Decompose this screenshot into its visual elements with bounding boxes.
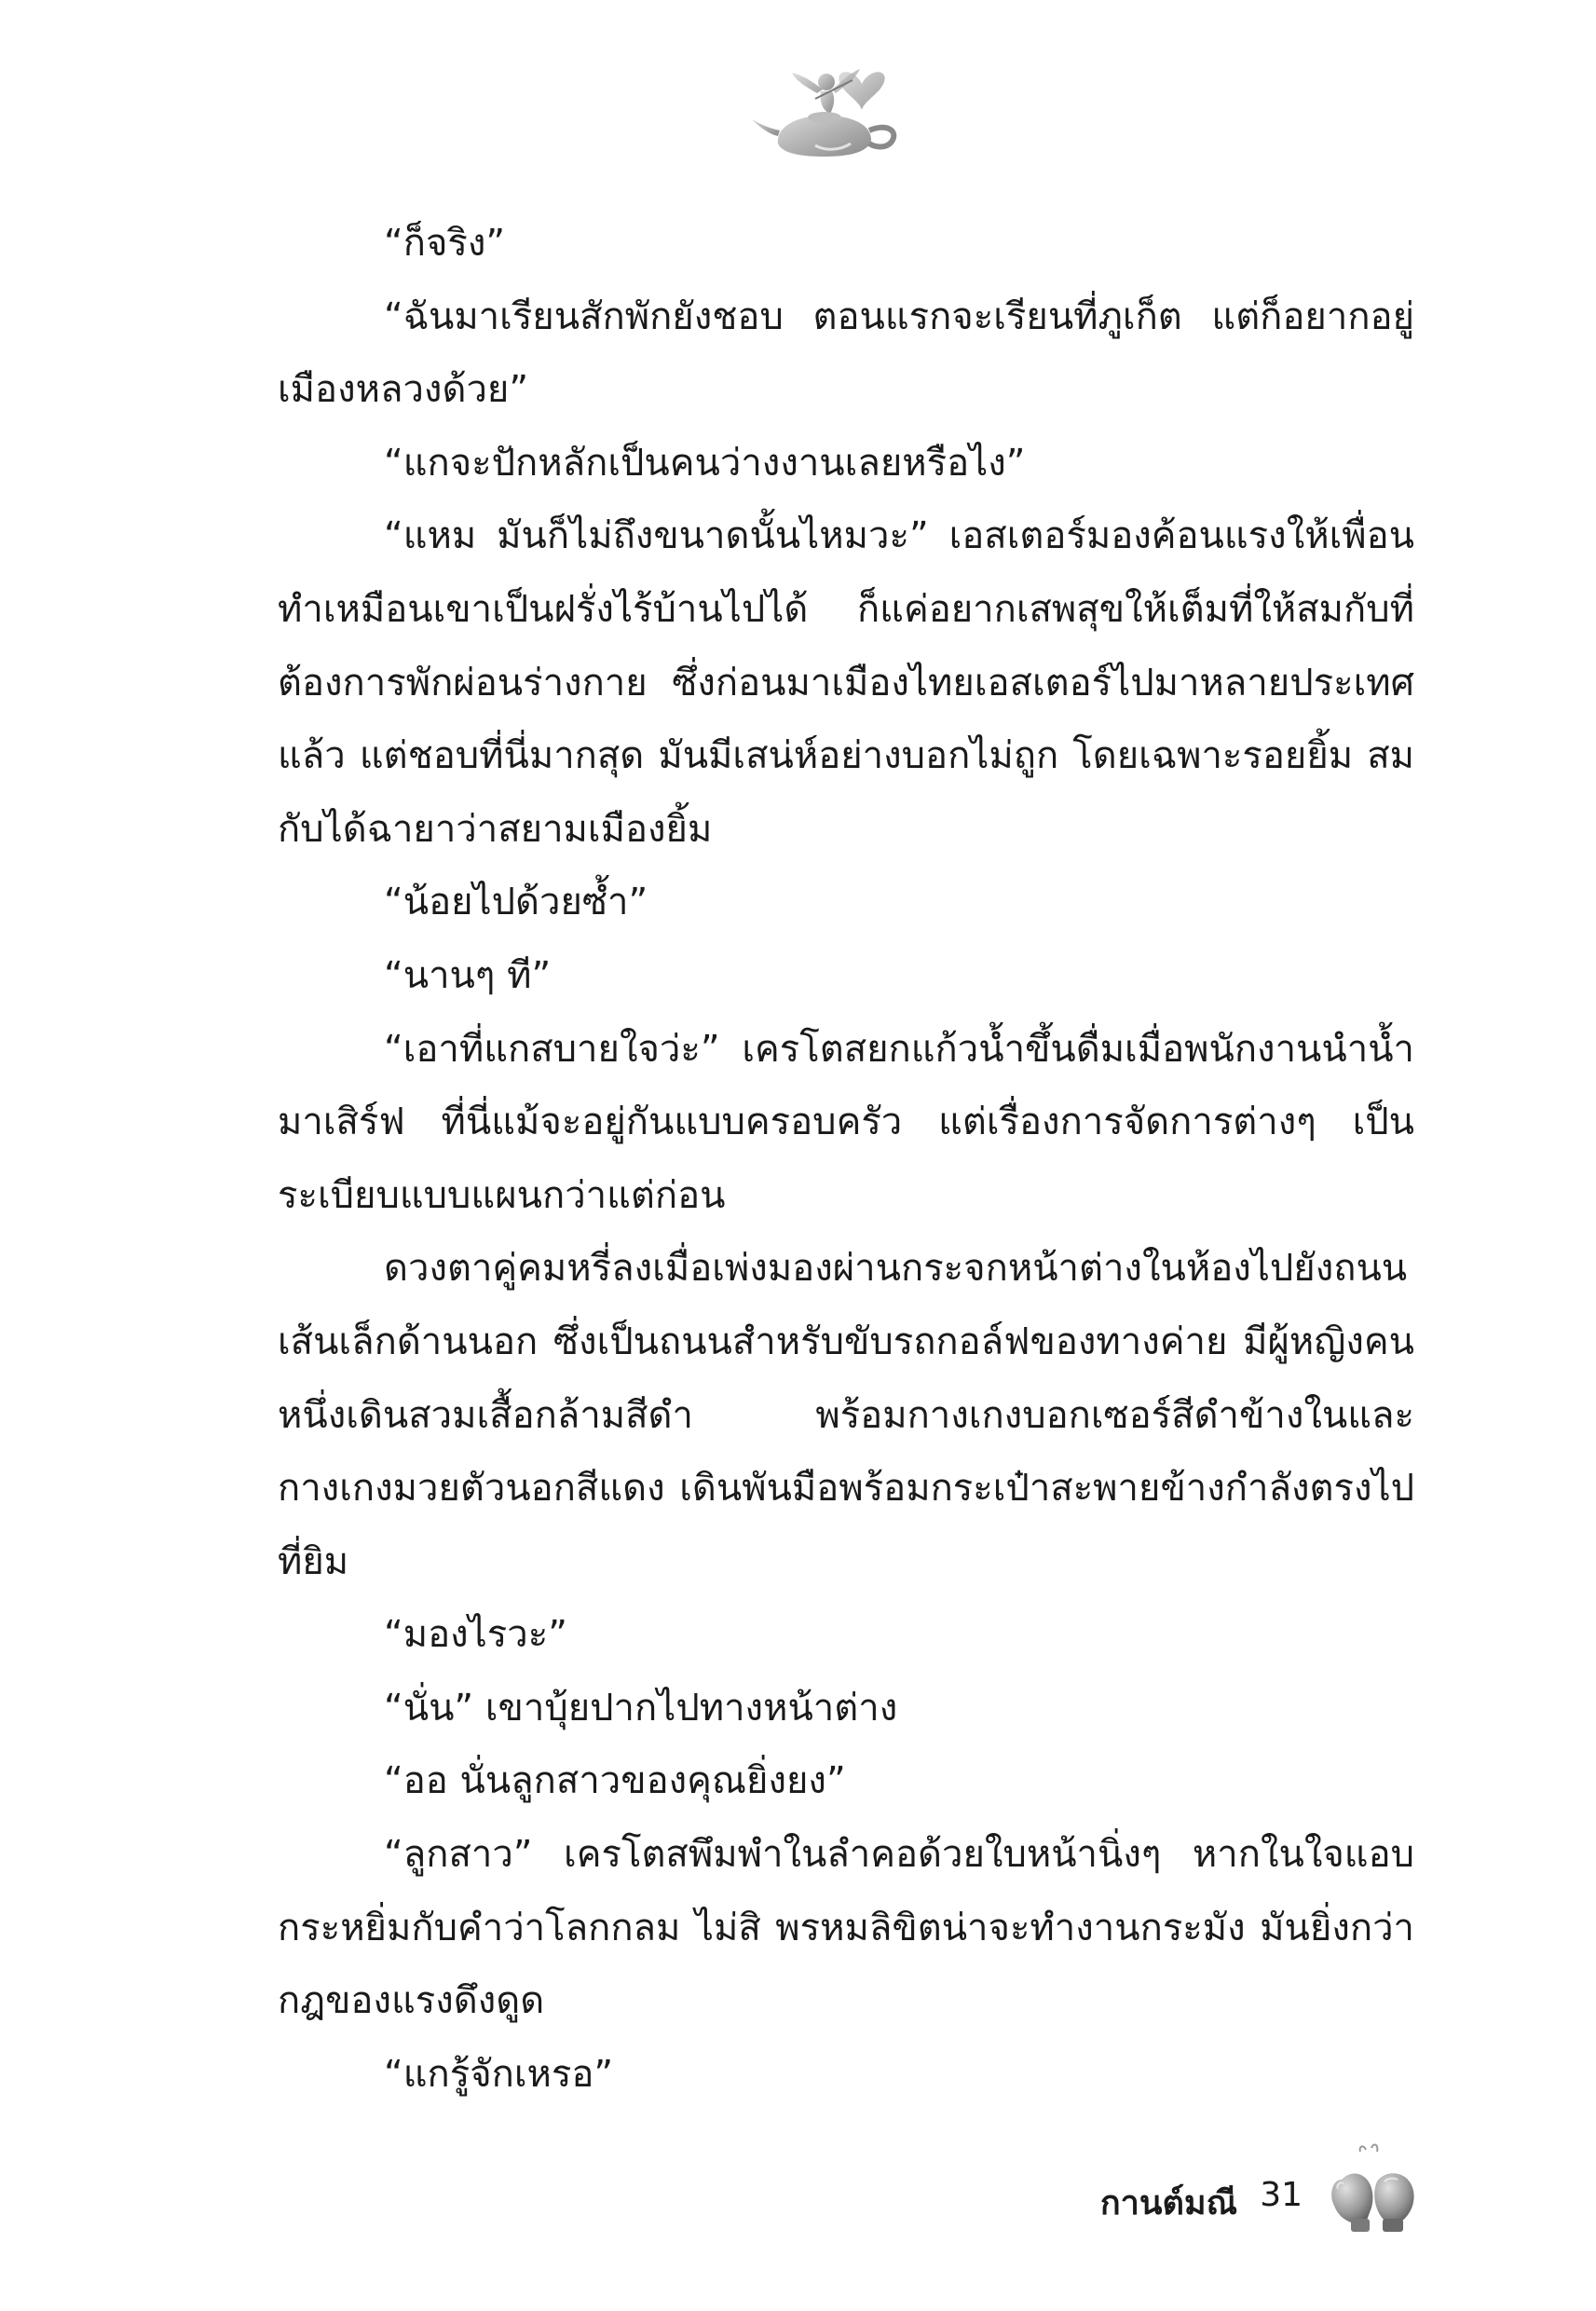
body-text <box>278 207 1414 2111</box>
paragraph: ดวงตาคู่คมหรี่ลงเมื่อเพ่งมองผ่านกระจกหน้าต่างในห้องไปยังถนนเส้นเล็กด้านนอก ซึ่งเป็นถนนสำหรับขับรถกอล์ฟของทางค่าย มีผู้หญิงคนหนึ่งเดินสวมเสื้อกล้ามสีดำ พร้อมกางเกงบอกเซอร์สีดำข้างในและกางเกงมวยตัวนอกสีแดง เดินพันมือพร้อมกระเป๋าสะพายข้างกำลังตรงไปที่ยิม <box>278 1247 1414 1583</box>
page-footer <box>1071 2139 1444 2250</box>
paragraph: “แกจะปักหลักเป็นคนว่างงานเลยหรือไง” <box>384 441 1026 485</box>
paragraph: “น้อยไปด้วยซ้ำ” <box>384 881 648 924</box>
paragraph: “ลูกสาว” เครโตสพึมพำในลำคอด้วยใบหน้านิ่งๆ หากในใจแอบกระหยิ่มกับคำว่าโลกกลม ไม่สิ พรหมลิขิตน่าจะทำงานกระมัง มันยิ่งกว่ากฎของแรงดึงดูด <box>278 1833 1414 2023</box>
paragraph: “ฉันมาเรียนสักพักยังชอบ ตอนแรกจะเรียนที่ภูเก็ต แต่ก็อยากอยู่เมืองหลวงด้วย” <box>278 294 1414 412</box>
paragraph: “นานๆ ที” <box>384 953 552 997</box>
cupid-teapot-ornament-icon <box>750 47 918 168</box>
book-title: กานต์มณี <box>1099 2184 1237 2222</box>
paragraph: “ก็จริง” <box>384 222 506 265</box>
paragraph: “มองไรวะ” <box>384 1613 567 1657</box>
paragraph: “แหม มันก็ไม่ถึงขนาดนั้นไหมวะ” เอสเตอร์มองค้อนแรงให้เพื่อนทำเหมือนเขาเป็นฝรั่งไร้บ้านไปได้ ก็แค่อยากเสพสุขให้เต็มที่ให้สมกับที่ต้องการพักผ่อนร่างกาย ซึ่งก่อนมาเมืองไทยเอสเตอร์ไปมาหลายประเทศแล้ว แต่ชอบที่นี่มากสุด มันมีเสน่ห์อย่างบอกไม่ถูก โดยเฉพาะรอยยิ้ม สมกับได้ฉายาว่าสยามเมืองยิ้ม <box>278 514 1414 851</box>
paragraph: “นั่น” เขาบุ้ยปากไปทางหน้าต่าง <box>384 1686 898 1730</box>
paragraph: “แกรู้จักเหรอ” <box>384 2052 614 2096</box>
paragraph: “ออ นั่นลูกสาวของคุณยิ่งยง” <box>384 1759 846 1803</box>
boxing-gloves-icon <box>1323 2142 1425 2245</box>
page-number: 31 <box>1260 2176 1303 2214</box>
paragraph: “เอาที่แกสบายใจว่ะ” เครโตสยกแก้วน้ำขึ้นดื่มเมื่อพนักงานนำน้ำมาเสิร์ฟ ที่นี่แม้จะอยู่กันแบบครอบครัว แต่เรื่องการจัดการต่างๆ เป็นระเบียบแบบแผนกว่าแต่ก่อน <box>278 1027 1414 1217</box>
